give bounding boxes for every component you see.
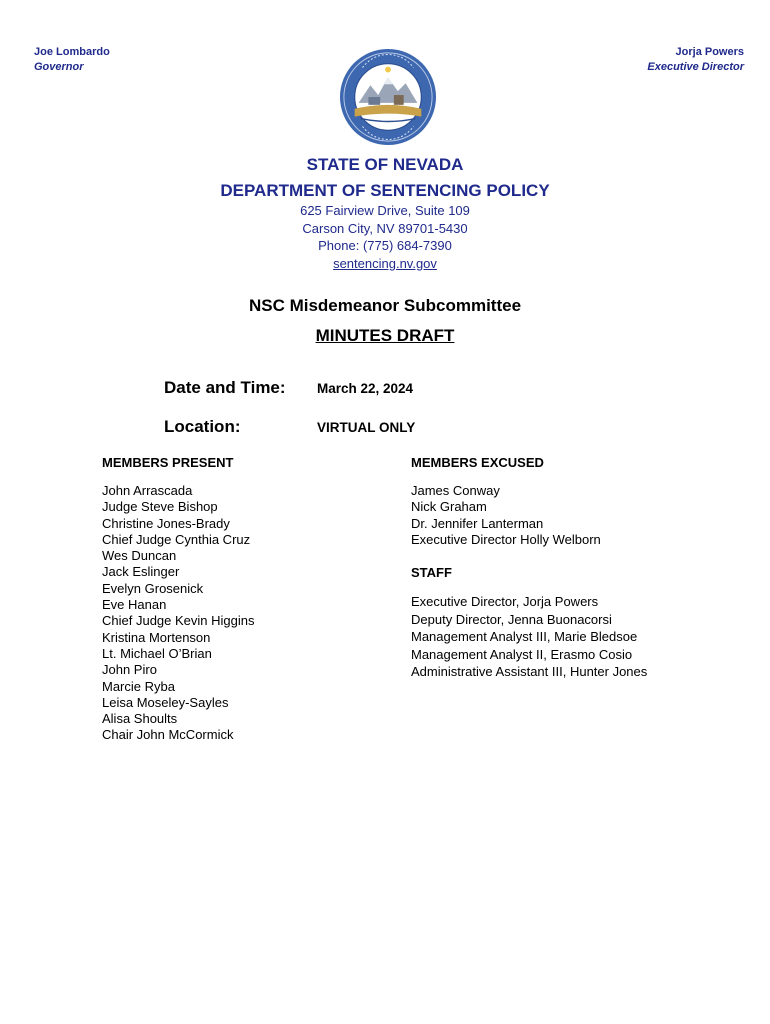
state-name: STATE OF NEVADA [306,155,464,174]
date-time-value: March 22, 2024 [317,381,414,396]
list-item: Chief Judge Kevin Higgins [102,613,255,629]
members-present-list [102,483,254,744]
agency-address [0,202,770,272]
address-line-1: 625 Fairview Drive, Suite 109 [300,203,470,218]
list-item: Chair John McCormick [102,727,234,743]
staff-list [411,593,647,681]
director-block [647,45,744,75]
website-link[interactable]: sentencing.nv.gov [333,255,437,271]
list-item: Management Analyst III, Marie Bledsoe [411,629,638,645]
location-value: VIRTUAL ONLY [317,420,416,435]
list-item: Jack Eslinger [102,564,180,580]
list-item: Nick Graham [411,499,487,515]
list-item: Wes Duncan [102,548,177,564]
location-label: Location: [164,417,241,436]
director-name: Jorja Powers [675,46,744,58]
staff-section [411,565,647,681]
document-title: MINUTES DRAFT [315,326,455,345]
list-item: Christine Jones-Brady [102,515,230,531]
list-item: Kristina Mortenson [102,629,211,645]
list-item: Judge Steve Bishop [102,499,218,515]
list-item: Chief Judge Cynthia Cruz [102,531,251,547]
list-item: Dr. Jennifer Lanterman [411,515,544,531]
address-line-2: Carson City, NV 89701-5430 [302,220,468,236]
list-item: John Piro [102,662,157,678]
department-name: DEPARTMENT OF SENTENCING POLICY [220,181,550,200]
list-item: Leisa Moseley-Sayles [102,694,229,710]
list-item: James Conway [411,483,500,498]
governor-name: Joe Lombardo [34,46,110,58]
list-item: Executive Director, Jorja Powers [411,594,599,609]
governor-title: Governor [34,61,84,73]
list-item: Administrative Assistant III, Hunter Jones [411,664,648,680]
phone-number: Phone: (775) 684-7390 [318,238,452,253]
members-present-heading: MEMBERS PRESENT [102,455,234,470]
date-time-label: Date and Time: [164,378,286,397]
list-item: Marcie Ryba [102,678,175,694]
staff-heading: STAFF [411,565,452,580]
list-item: Alisa Shoults [102,711,178,727]
director-title: Executive Director [647,61,744,73]
list-item: John Arrascada [102,483,193,498]
nevada-state-seal-icon [339,48,437,146]
list-item: Lt. Michael O’Brian [102,645,212,661]
governor-block [34,45,110,75]
members-present-section [102,455,254,744]
list-item: Eve Hanan [102,597,167,613]
list-item: Evelyn Grosenick [102,580,204,596]
members-excused-list [411,483,601,548]
list-item: Executive Director Holly Welborn [411,531,601,547]
members-excused-section [411,455,601,548]
list-item: Management Analyst II, Erasmo Cosio [411,646,633,662]
members-excused-heading: MEMBERS EXCUSED [411,455,544,470]
list-item: Deputy Director, Jenna Buonacorsi [411,611,612,627]
subcommittee-title: NSC Misdemeanor Subcommittee [248,296,522,315]
